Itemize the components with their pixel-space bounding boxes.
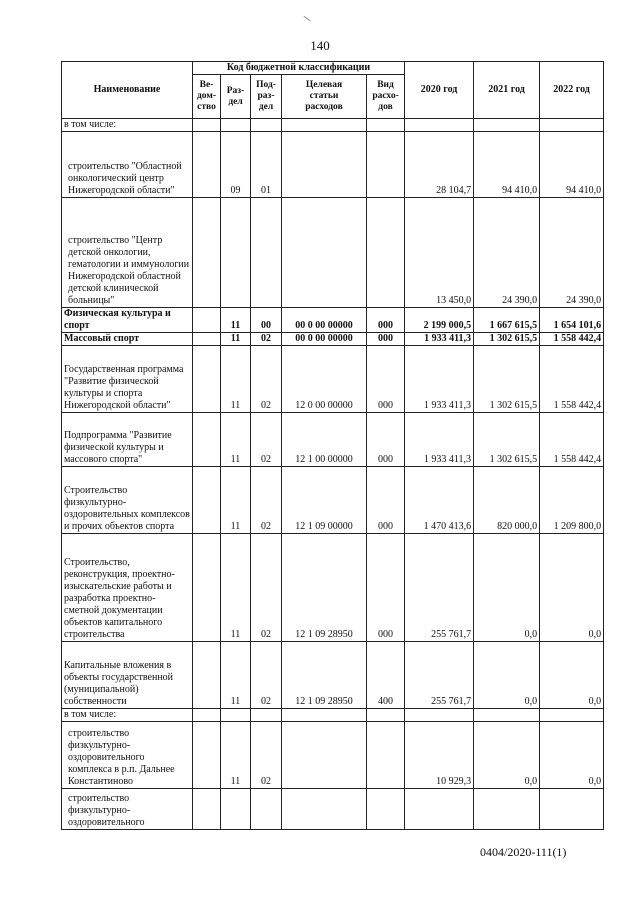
cell-2022: 0,0 — [540, 722, 604, 789]
cell-2022 — [540, 119, 604, 132]
cell-name: Строительство, реконструкция, проектно-изыскательские работы и разработка проектно-сметной документации объектов капитального строительства — [62, 534, 193, 642]
cell-podrazdel: 02 — [251, 722, 282, 789]
cell-name: строительство физкультурно-оздоровительного комплекса в р.п. Дальнее Константиново — [62, 722, 193, 789]
cell-csr — [282, 789, 367, 830]
cell-ved — [193, 709, 221, 722]
cell-2022 — [540, 709, 604, 722]
table-row — [62, 308, 604, 333]
cell-name: Строительство физкультурно-оздоровительных комплексов и прочих объектов спорта — [62, 467, 193, 534]
cell-razdel — [221, 709, 251, 722]
cell-vr: 000 — [367, 467, 405, 534]
cell-2020: 2 199 000,5 — [405, 308, 474, 333]
header-csr: Целевая статьи расходов — [282, 75, 367, 119]
table-row — [62, 722, 604, 789]
cell-2021 — [474, 789, 540, 830]
table-row — [62, 709, 604, 722]
header-2021: 2021 год — [474, 62, 540, 119]
cell-ved — [193, 308, 221, 333]
cell-podrazdel — [251, 789, 282, 830]
cell-2022 — [540, 789, 604, 830]
header-name: Наименование — [62, 62, 193, 119]
cell-ved — [193, 198, 221, 308]
cell-razdel — [221, 198, 251, 308]
header-razdel: Раз- дел — [221, 75, 251, 119]
cell-2021: 1 667 615,5 — [474, 308, 540, 333]
cell-2022: 94 410,0 — [540, 132, 604, 198]
cell-csr — [282, 722, 367, 789]
cell-vr: 000 — [367, 346, 405, 413]
cell-razdel: 09 — [221, 132, 251, 198]
header-ved: Ве- дом- ство — [193, 75, 221, 119]
header-2020: 2020 год — [405, 62, 474, 119]
table-row — [62, 346, 604, 413]
cell-csr: 00 0 00 00000 — [282, 308, 367, 333]
cell-csr: 12 1 00 00000 — [282, 413, 367, 467]
budget-table — [61, 61, 604, 830]
cell-2020: 255 761,7 — [405, 642, 474, 709]
table-row — [62, 789, 604, 830]
cell-2022: 0,0 — [540, 534, 604, 642]
cell-2020: 1 933 411,3 — [405, 333, 474, 346]
cell-ved — [193, 722, 221, 789]
cell-2021: 1 302 615,5 — [474, 333, 540, 346]
cell-ved — [193, 132, 221, 198]
cell-razdel: 11 — [221, 534, 251, 642]
cell-razdel: 11 — [221, 413, 251, 467]
cell-2020: 1 933 411,3 — [405, 346, 474, 413]
document-code: 0404/2020-111(1) — [480, 845, 567, 859]
cell-2021: 820 000,0 — [474, 467, 540, 534]
cell-2022: 0,0 — [540, 642, 604, 709]
cell-razdel — [221, 789, 251, 830]
cell-csr: 12 1 09 28950 — [282, 642, 367, 709]
cell-name: строительство физкультурно-оздоровительного — [62, 789, 193, 830]
cell-razdel: 11 — [221, 642, 251, 709]
cell-razdel: 11 — [221, 308, 251, 333]
header-2022: 2022 год — [540, 62, 604, 119]
cell-2022: 1 558 442,4 — [540, 413, 604, 467]
cell-vr — [367, 722, 405, 789]
table-row — [62, 534, 604, 642]
cell-2022: 1 654 101,6 — [540, 308, 604, 333]
header-code-group: Код бюджетной классификации — [193, 62, 405, 75]
cell-name: Физическая культура и спорт — [62, 308, 193, 333]
cell-podrazdel: 02 — [251, 534, 282, 642]
cell-2020: 13 450,0 — [405, 198, 474, 308]
cell-podrazdel: 02 — [251, 413, 282, 467]
cell-razdel: 11 — [221, 722, 251, 789]
cell-ved — [193, 642, 221, 709]
cell-vr: 000 — [367, 413, 405, 467]
cell-vr: 400 — [367, 642, 405, 709]
cell-podrazdel — [251, 198, 282, 308]
table-row — [62, 119, 604, 132]
cell-csr — [282, 132, 367, 198]
page-number: 140 — [310, 38, 330, 53]
cell-podrazdel — [251, 119, 282, 132]
cell-vr — [367, 119, 405, 132]
cell-2022: 24 390,0 — [540, 198, 604, 308]
cell-podrazdel — [251, 709, 282, 722]
cell-ved — [193, 119, 221, 132]
cell-razdel: 11 — [221, 333, 251, 346]
cell-name: в том числе: — [62, 709, 193, 722]
cell-2020 — [405, 709, 474, 722]
table-row — [62, 642, 604, 709]
cell-2020: 10 929,3 — [405, 722, 474, 789]
cell-name: строительство "Областной онкологический центр Нижегородской области" — [62, 132, 193, 198]
cell-2021 — [474, 119, 540, 132]
cell-ved — [193, 333, 221, 346]
cell-name: Массовый спорт — [62, 333, 193, 346]
cell-ved — [193, 467, 221, 534]
cell-name: Капитальные вложения в объекты государственной (муниципальной) собственности — [62, 642, 193, 709]
cell-razdel: 11 — [221, 467, 251, 534]
cell-podrazdel: 02 — [251, 333, 282, 346]
cell-2020: 1 470 413,6 — [405, 467, 474, 534]
cell-2022: 1 209 800,0 — [540, 467, 604, 534]
cell-podrazdel: 02 — [251, 346, 282, 413]
cell-name: в том числе: — [62, 119, 193, 132]
table-row — [62, 132, 604, 198]
cell-vr — [367, 789, 405, 830]
cell-podrazdel: 01 — [251, 132, 282, 198]
cell-vr — [367, 198, 405, 308]
table-row — [62, 198, 604, 308]
cell-2022: 1 558 442,4 — [540, 346, 604, 413]
cell-razdel: 11 — [221, 346, 251, 413]
cell-2020: 255 761,7 — [405, 534, 474, 642]
cell-name: строительство "Центр детской онкологии, гематологии и иммунологии Нижегородской областной детской клинической больницы" — [62, 198, 193, 308]
cell-2020 — [405, 119, 474, 132]
cell-ved — [193, 413, 221, 467]
cell-2021: 94 410,0 — [474, 132, 540, 198]
cell-podrazdel: 02 — [251, 642, 282, 709]
cell-ved — [193, 789, 221, 830]
cell-2021 — [474, 709, 540, 722]
cell-vr — [367, 709, 405, 722]
header-vr: Вид расхо- дов — [367, 75, 405, 119]
cell-2021: 1 302 615,5 — [474, 346, 540, 413]
cell-csr — [282, 709, 367, 722]
cell-2020: 28 104,7 — [405, 132, 474, 198]
table-row — [62, 413, 604, 467]
cell-2020 — [405, 789, 474, 830]
table-row — [62, 467, 604, 534]
header-podrazdel: Под- раз- дел — [251, 75, 282, 119]
cell-vr — [367, 132, 405, 198]
cell-2021: 0,0 — [474, 722, 540, 789]
cell-csr: 12 1 09 00000 — [282, 467, 367, 534]
cell-vr: 000 — [367, 308, 405, 333]
cell-ved — [193, 346, 221, 413]
scan-mark — [303, 16, 310, 21]
cell-2022: 1 558 442,4 — [540, 333, 604, 346]
cell-vr: 000 — [367, 333, 405, 346]
cell-name: Государственная программа "Развитие физической культуры и спорта Нижегородской области" — [62, 346, 193, 413]
cell-csr — [282, 198, 367, 308]
cell-2020: 1 933 411,3 — [405, 413, 474, 467]
cell-2021: 0,0 — [474, 534, 540, 642]
cell-razdel — [221, 119, 251, 132]
cell-2021: 0,0 — [474, 642, 540, 709]
table-row — [62, 333, 604, 346]
cell-name: Подпрограмма "Развитие физической культуры и массового спорта" — [62, 413, 193, 467]
cell-2021: 1 302 615,5 — [474, 413, 540, 467]
cell-podrazdel: 02 — [251, 467, 282, 534]
cell-2021: 24 390,0 — [474, 198, 540, 308]
cell-ved — [193, 534, 221, 642]
cell-csr — [282, 119, 367, 132]
cell-podrazdel: 00 — [251, 308, 282, 333]
cell-csr: 12 1 09 28950 — [282, 534, 367, 642]
cell-csr: 12 0 00 00000 — [282, 346, 367, 413]
cell-csr: 00 0 00 00000 — [282, 333, 367, 346]
cell-vr: 000 — [367, 534, 405, 642]
